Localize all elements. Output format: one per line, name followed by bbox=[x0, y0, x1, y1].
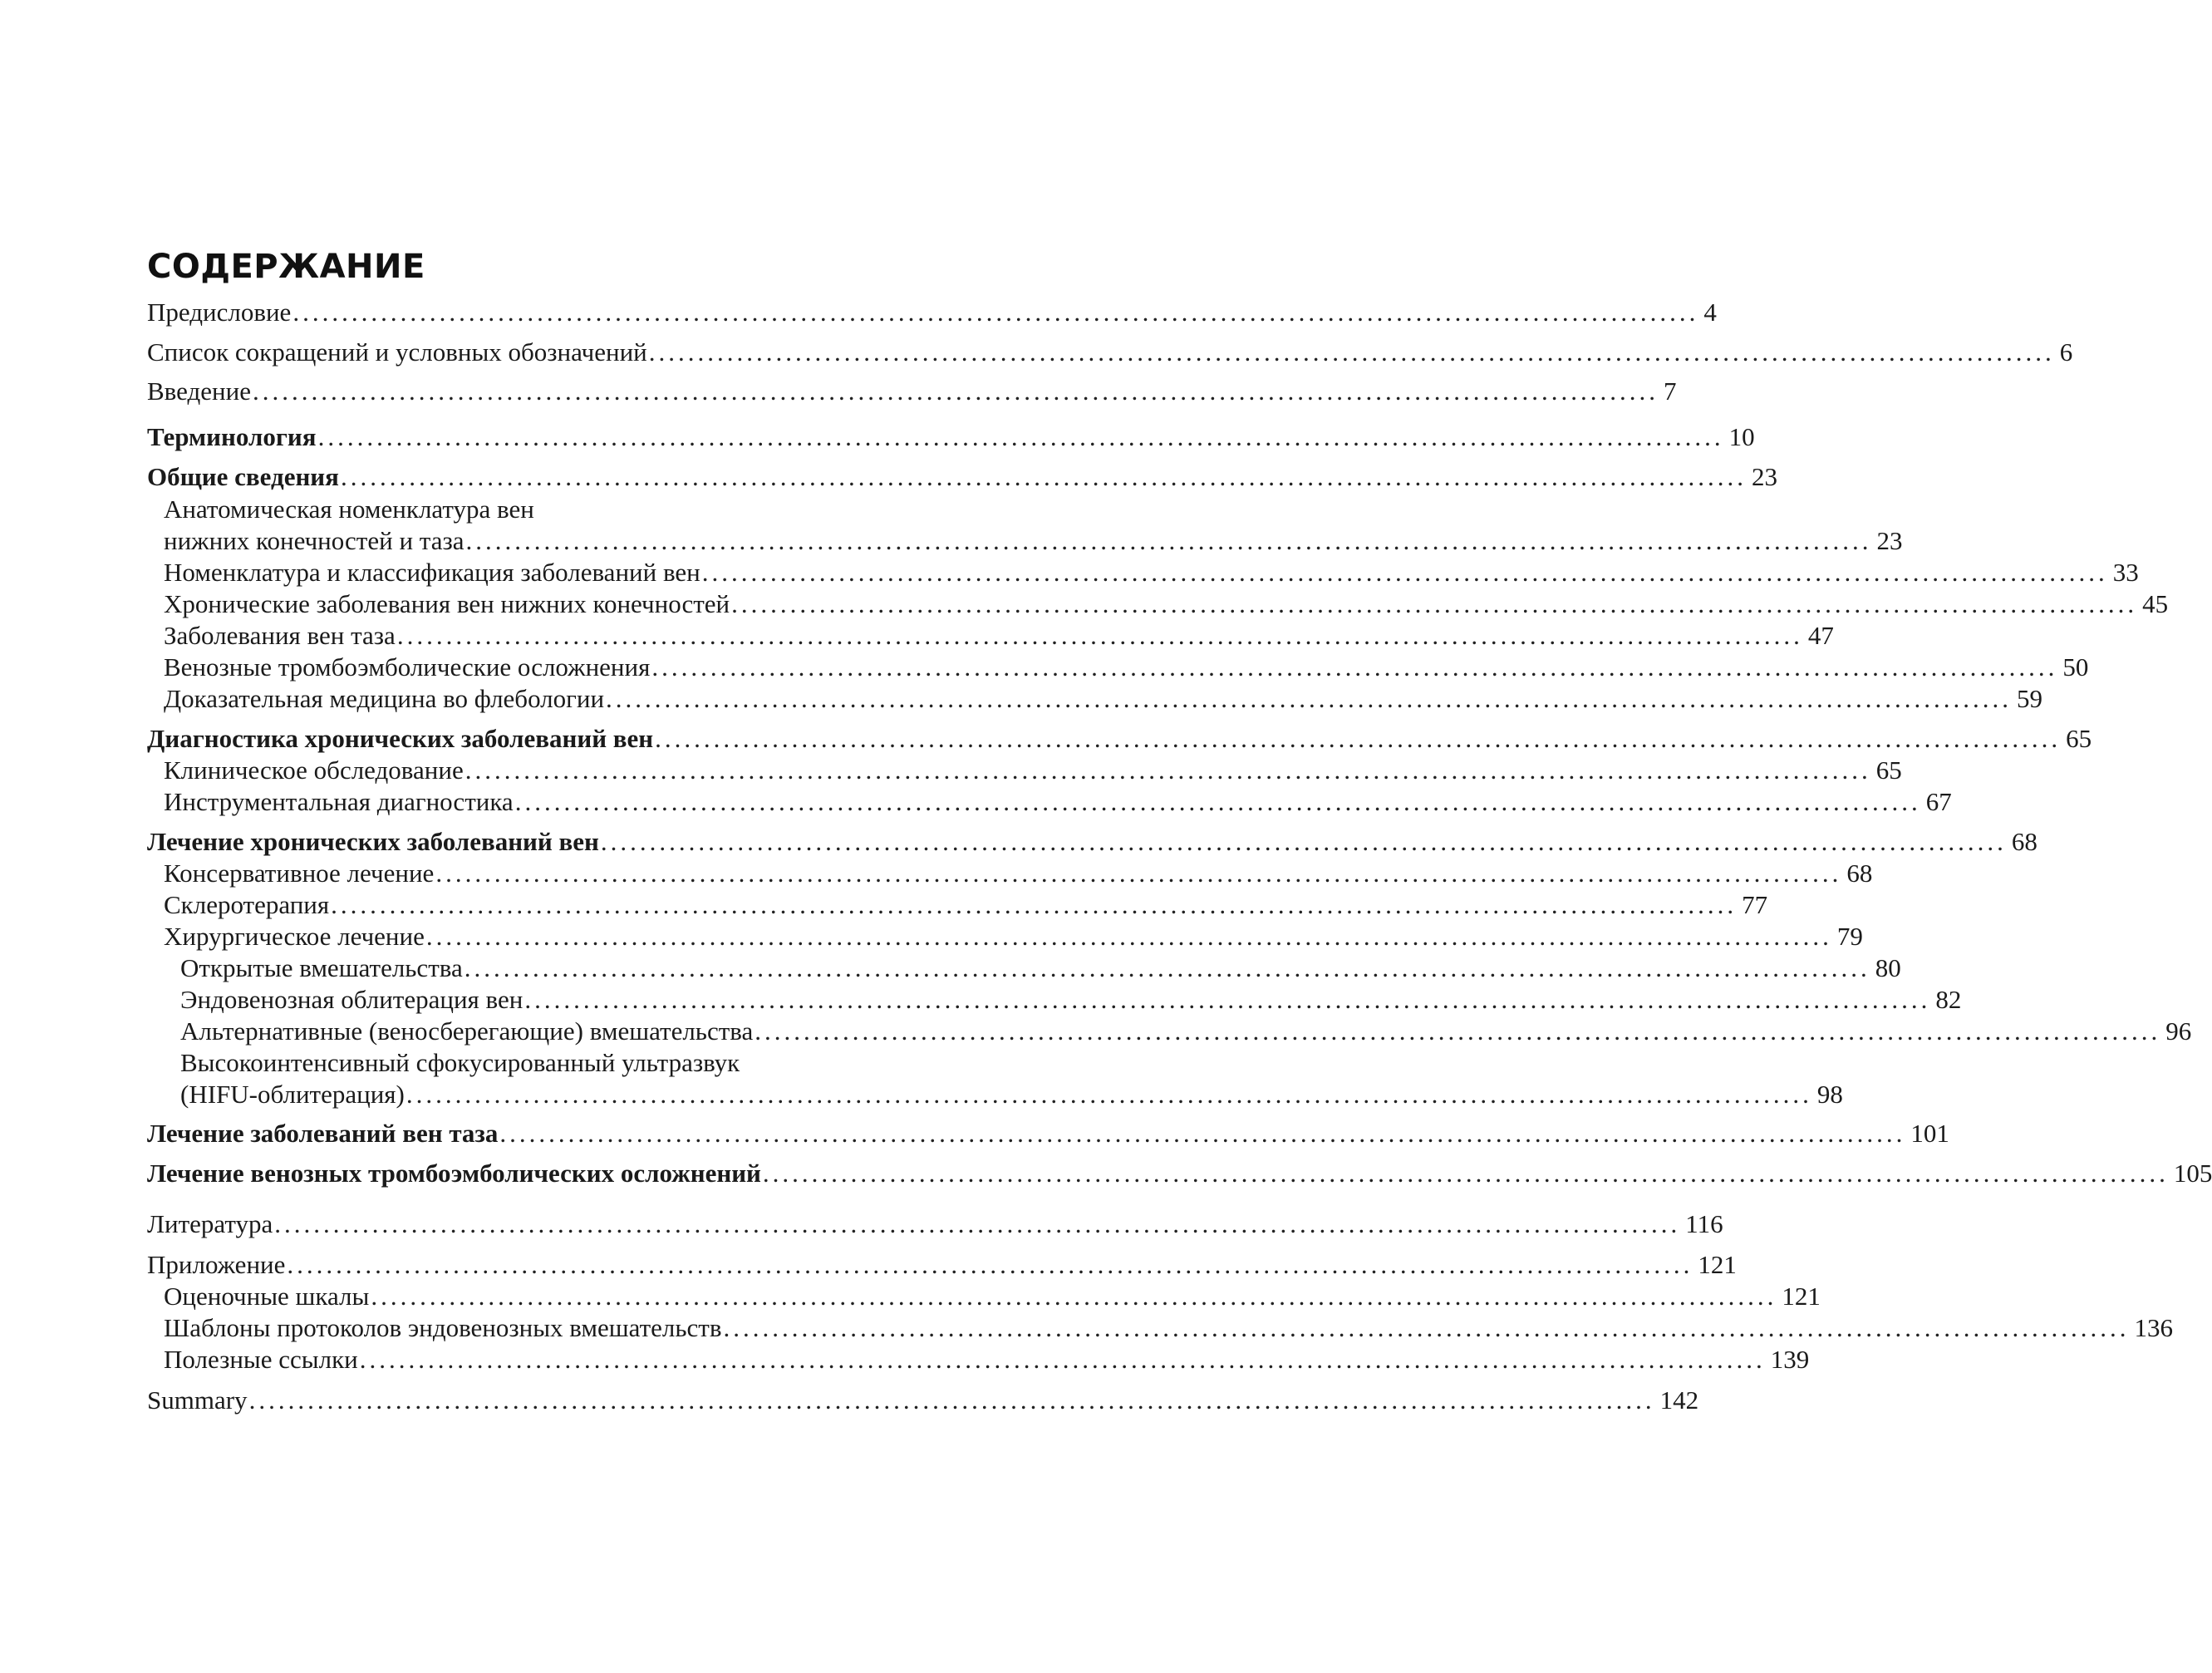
toc-entry-page: 121 bbox=[1782, 1282, 1821, 1311]
toc-entry[interactable] bbox=[164, 683, 2043, 715]
toc-entry-title: Приложение bbox=[147, 1250, 286, 1279]
toc-entry-page: 23 bbox=[1751, 462, 1777, 491]
toc-entry[interactable] bbox=[147, 1208, 1723, 1240]
toc-entry-page: 47 bbox=[1807, 621, 1834, 650]
toc-entry-title: Хирургическое лечение bbox=[164, 922, 425, 951]
toc-entry-page: 98 bbox=[1816, 1080, 1843, 1109]
toc-entry-title: Введение bbox=[147, 376, 251, 406]
toc-entry-title: Лечение хронических заболеваний вен bbox=[147, 827, 599, 856]
dot-leader: ................................................................................................................................................ bbox=[252, 376, 1659, 406]
page-title: СОДЕРЖАНИЕ bbox=[147, 248, 425, 286]
toc-entry[interactable] bbox=[164, 889, 1768, 921]
toc-entry-title: (HIFU-облитерация) bbox=[180, 1080, 405, 1109]
dot-leader: ................................................................................................................................................ bbox=[465, 755, 1871, 785]
dot-leader: ................................................................................................................................................ bbox=[499, 1119, 1906, 1148]
toc-entry-page: 45 bbox=[2142, 589, 2169, 618]
toc-entry-page: 136 bbox=[2134, 1313, 2173, 1342]
dot-leader: ................................................................................................................................................ bbox=[464, 953, 1870, 982]
toc-entry-title: Хронические заболевания вен нижних конечностей bbox=[164, 589, 730, 618]
toc-entry[interactable] bbox=[164, 1344, 1810, 1375]
toc-entry-title: Лечение венозных тромбоэмболических осложнений bbox=[147, 1159, 761, 1188]
dot-leader: ................................................................................................................................................ bbox=[331, 890, 1738, 919]
toc-entry[interactable] bbox=[180, 1016, 2192, 1047]
toc-entry[interactable] bbox=[180, 952, 1901, 984]
toc-entry-title: Лечение заболеваний вен таза bbox=[147, 1119, 499, 1148]
toc-entry-title: Диагностика хронических заболеваний вен bbox=[147, 724, 654, 753]
dot-leader: ................................................................................................................................................ bbox=[655, 724, 2062, 753]
toc-entry-title: Открытые вмешательства bbox=[180, 953, 463, 982]
toc-entry-page: 142 bbox=[1659, 1385, 1699, 1415]
toc-entry-page: 23 bbox=[1876, 526, 1903, 555]
toc-entry-page: 116 bbox=[1685, 1209, 1723, 1238]
dot-leader: ................................................................................................................................................ bbox=[274, 1209, 1681, 1238]
dot-leader: ................................................................................................................................................ bbox=[762, 1159, 2169, 1188]
toc-entry-title: Альтернативные (веносберегающие) вмешательства bbox=[180, 1016, 754, 1046]
toc-entry-page: 139 bbox=[1770, 1345, 1810, 1374]
toc-section-entry[interactable] bbox=[147, 1118, 1949, 1149]
dot-leader: ................................................................................................................................................ bbox=[465, 526, 1872, 555]
toc-entry-page: 10 bbox=[1728, 422, 1755, 451]
toc-entry-page: 105 bbox=[2173, 1159, 2212, 1188]
dot-leader: ................................................................................................................................................ bbox=[287, 1250, 1693, 1279]
toc-entry[interactable] bbox=[147, 1385, 1699, 1416]
toc-entry-title: Эндовенозная облитерация вен bbox=[180, 985, 524, 1014]
dot-leader: ................................................................................................................................................ bbox=[524, 985, 1931, 1014]
toc-entry-title: Терминология bbox=[147, 422, 317, 451]
toc-entry-page: 68 bbox=[1846, 859, 1873, 888]
toc-section-entry[interactable] bbox=[147, 421, 1755, 453]
toc-entry-title: Доказательная медицина во флебологии bbox=[164, 684, 605, 713]
toc-entry-title: Предисловие bbox=[147, 298, 292, 327]
toc-page bbox=[147, 0, 2212, 1673]
toc-entry[interactable] bbox=[147, 1249, 1737, 1281]
toc-entry[interactable] bbox=[180, 984, 1962, 1016]
toc-entry-title: Склеротерапия bbox=[164, 890, 330, 919]
dot-leader: ................................................................................................................................................ bbox=[371, 1282, 1777, 1311]
toc-entry-title: Summary bbox=[147, 1385, 248, 1415]
toc-entry-page: 67 bbox=[1925, 787, 1952, 816]
dot-leader: ................................................................................................................................................ bbox=[317, 422, 1724, 451]
toc-entry-title: нижних конечностей и таза bbox=[164, 526, 465, 555]
toc-entry[interactable] bbox=[164, 1281, 1821, 1312]
toc-entry[interactable] bbox=[164, 557, 2139, 588]
toc-entry-page: 33 bbox=[2112, 558, 2139, 587]
toc-entry-title[interactable]: Анатомическая номенклатура вен bbox=[164, 495, 534, 524]
dot-leader: ................................................................................................................................................ bbox=[600, 827, 2007, 856]
dot-leader: ................................................................................................................................................ bbox=[425, 922, 1832, 951]
toc-entry-page: 6 bbox=[2059, 337, 2073, 367]
dot-leader: ................................................................................................................................................ bbox=[651, 652, 2058, 682]
toc-entry-title: Литература bbox=[147, 1209, 273, 1238]
toc-entry-title: Список сокращений и условных обозначений bbox=[147, 337, 647, 367]
toc-entry-page: 65 bbox=[2066, 724, 2092, 753]
dot-leader: ................................................................................................................................................ bbox=[292, 298, 1699, 327]
toc-entry-title: Номенклатура и классификация заболеваний вен bbox=[164, 558, 700, 587]
toc-entry[interactable] bbox=[180, 1079, 1843, 1110]
toc-entry-page: 50 bbox=[2062, 652, 2089, 682]
toc-entry-page: 59 bbox=[2017, 684, 2043, 713]
dot-leader: ................................................................................................................................................ bbox=[731, 589, 2138, 618]
toc-entry-page: 82 bbox=[1935, 985, 1962, 1014]
toc-entry[interactable] bbox=[147, 337, 2073, 368]
toc-entry[interactable] bbox=[164, 786, 1952, 818]
dot-leader: ................................................................................................................................................ bbox=[606, 684, 2013, 713]
toc-entry-page: 96 bbox=[2165, 1016, 2192, 1046]
dot-leader: ................................................................................................................................................ bbox=[514, 787, 1921, 816]
toc-entry-title: Общие сведения bbox=[147, 462, 339, 491]
toc-entry-page: 68 bbox=[2011, 827, 2037, 856]
toc-entry-page: 121 bbox=[1698, 1250, 1737, 1279]
toc-entry-page: 77 bbox=[1742, 890, 1768, 919]
toc-entry-title: Венозные тромбоэмболические осложнения bbox=[164, 652, 651, 682]
toc-entry[interactable] bbox=[164, 620, 1834, 652]
dot-leader: ................................................................................................................................................ bbox=[755, 1016, 2161, 1046]
toc-entry[interactable] bbox=[164, 755, 1902, 786]
toc-entry-page: 65 bbox=[1875, 755, 1902, 785]
toc-section-entry[interactable] bbox=[147, 461, 1777, 493]
toc-entry-title: Полезные ссылки bbox=[164, 1345, 358, 1374]
dot-leader: ................................................................................................................................................ bbox=[359, 1345, 1766, 1374]
toc-entry-page: 79 bbox=[1836, 922, 1863, 951]
dot-leader: ................................................................................................................................................ bbox=[406, 1080, 1812, 1109]
toc-entry[interactable] bbox=[147, 376, 1677, 407]
dot-leader: ................................................................................................................................................ bbox=[701, 558, 2108, 587]
toc-entry-page: 7 bbox=[1663, 376, 1677, 406]
dot-leader: ................................................................................................................................................ bbox=[248, 1385, 1655, 1415]
toc-entry-title: Заболевания вен таза bbox=[164, 621, 396, 650]
dot-leader: ................................................................................................................................................ bbox=[435, 859, 1842, 888]
dot-leader: ................................................................................................................................................ bbox=[396, 621, 1803, 650]
toc-entry-title: Оценочные шкалы bbox=[164, 1282, 370, 1311]
toc-entry-title: Консервативное лечение bbox=[164, 859, 435, 888]
toc-section-entry[interactable] bbox=[147, 723, 2092, 755]
toc-section-entry[interactable] bbox=[147, 826, 2037, 858]
toc-entry-page: 4 bbox=[1703, 298, 1717, 327]
toc-entry[interactable] bbox=[164, 1312, 2173, 1344]
toc-entry[interactable] bbox=[164, 921, 1863, 952]
toc-entry-page: 80 bbox=[1875, 953, 1901, 982]
dot-leader: ................................................................................................................................................ bbox=[723, 1313, 2130, 1342]
toc-entry-title: Инструментальная диагностика bbox=[164, 787, 514, 816]
dot-leader: ................................................................................................................................................ bbox=[340, 462, 1747, 491]
toc-entry[interactable] bbox=[164, 588, 2169, 620]
toc-entry-page: 101 bbox=[1910, 1119, 1949, 1148]
toc-entry[interactable] bbox=[164, 858, 1873, 889]
toc-entry[interactable] bbox=[164, 652, 2089, 683]
toc-entry-title: Клиническое обследование bbox=[164, 755, 464, 785]
dot-leader: ................................................................................................................................................ bbox=[648, 337, 2055, 367]
toc-entry[interactable] bbox=[147, 297, 1717, 328]
toc-entry-title[interactable]: Высокоинтенсивный сфокусированный ультразвук bbox=[180, 1048, 740, 1077]
toc-entry-title: Шаблоны протоколов эндовенозных вмешательств bbox=[164, 1313, 722, 1342]
toc-entry[interactable] bbox=[164, 525, 1903, 557]
toc-section-entry[interactable] bbox=[147, 1158, 2212, 1189]
